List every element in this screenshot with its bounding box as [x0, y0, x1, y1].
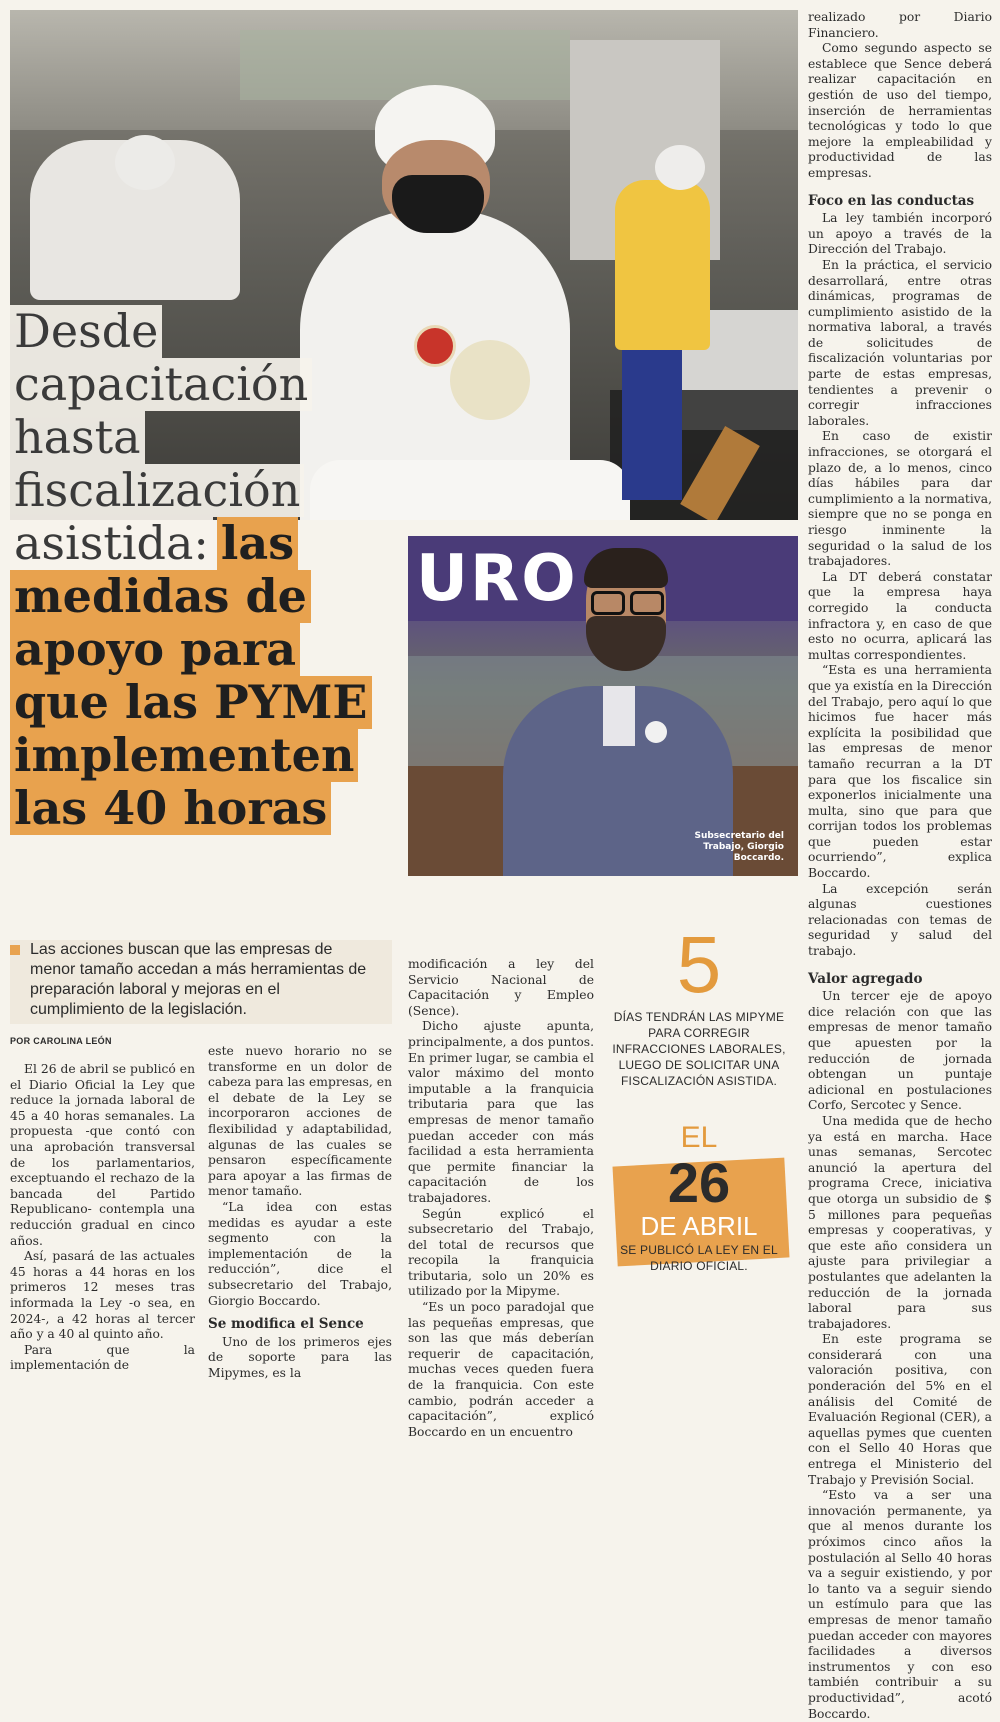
bullet-square-icon [10, 945, 20, 955]
paragraph: Un tercer eje de apoyo dice relación con que las empresas de menor tamaño que apuesten por la reducción de jornada obtengan un puntaje adicional en postulaciones Corfo, Sercotec y Sence. [808, 989, 992, 1113]
paragraph: este nuevo horario no se transforme en un dolor de cabeza para las empresas, en el debate de la Ley se incorporaron acciones de flexibilidad y adaptabilidad, algunas de las cuales se pensaron específicamente para apoyar a las firmas de menor tamaño. [208, 1044, 392, 1199]
paragraph: “Es un poco paradojal que las pequeñas empresas, que son las que más deberían requerir de capacitación, muchas veces queden fuera de la franquicia. Con este cambio, podrán acceder a capacitación”, explicó Boccardo en un encuentro [408, 1300, 594, 1439]
paragraph: En este programa se considerará con una valoración positiva, con ponderación del 5% en el análisis del Comité de Evaluación Regional (CER), a aquellas pymes que cuenten con el Sello 40 Horas que entrega el Ministerio del Trabajo y Previsión Social. [808, 1332, 992, 1487]
paragraph: Uno de los primeros ejes de soporte para las Mipymes, es la [208, 1334, 392, 1380]
paragraph: realizado por Diario Financiero. [808, 10, 992, 40]
stat-month: DE ABRIL [640, 1211, 758, 1241]
subheading: Valor agregado [808, 970, 923, 987]
portrait-photo [408, 536, 798, 876]
paragraph: Para que la implementación de [10, 1342, 195, 1373]
paragraph: La ley también incorporó un apoyo a través de la Dirección del Trabajo. [808, 211, 992, 257]
headline-line: capacitación [10, 358, 312, 411]
stat-number: 5 [676, 920, 722, 1009]
paragraph: “La idea con estas medidas es ayudar a este segmento con la implementación de la reducción”, dice el subsecretario del Trabajo, Giorgio Boccardo. [208, 1199, 392, 1308]
paragraph: Dicho ajuste apunta, principalmente, a dos puntos. En primer lugar, se cambia el valor máximo del monto imputable a la franquicia tributaria para que las empresas de menor tamaño puedan acceder con más facilidad a esta herramienta que permite financiar la capacitación de los trabajadores. [408, 1019, 594, 1205]
paragraph: Como segundo aspecto se establece que Sence deberá realizar capacitación en gestión de uso del tiempo, inserción de herramientas tecnológicas y todo lo que mejore la empleabilidad y productividad de las empresas. [808, 41, 992, 180]
backdrop-text: URO [416, 542, 578, 616]
stat-text: DÍAS TENDRÁN LAS MIPYME PARA CORREGIR INFRACCIONES LABORALES, LUEGO DE SOLICITAR UNA FISCALIZACIÓN ASISTIDA. [612, 1010, 786, 1088]
headline-highlight: implementen [10, 729, 358, 782]
paragraph: En caso de existir infracciones, se otorgará el plazo de, a lo menos, cinco días hábiles para dar cumplimiento a la normativa, siempre que no se ponga en riesgo inminente la seguridad o la salud de los trabajadores. [808, 429, 992, 569]
paragraph: Según explicó el subsecretario del Trabajo, del total de recursos que recopila la franquicia tributaria, solo un 20% es utilizado por la Mipyme. [408, 1206, 594, 1299]
headline-highlight: medidas de [10, 570, 311, 623]
lead-block [10, 940, 392, 1024]
paragraph: En la práctica, el servicio desarrollará, entre otras dinámicas, programas de cumplimiento asistido de la normativa laboral, a través de solicitudes de fiscalización voluntarias por parte de estas empresas, tendientes a prevenir o corregir infracciones laborales. [808, 257, 992, 428]
headline-highlight: apoyo para [10, 623, 300, 676]
headline-line: fiscalización [10, 464, 304, 517]
stat-text: SE PUBLICÓ LA LEY EN EL DIARIO OFICIAL. [620, 1243, 778, 1273]
paragraph: Una medida que de hecho ya está en marcha. Hace unas semanas, Sercotec anunció la apertura del programa Crece, iniciativa que otorga un subsidio de $ 5 millones para pequeñas empresas y cooperativas, y que este año considera un ajuste para privilegiar a postulantes que adelanten la reducción de la jornada laboral para sus trabajadores. [808, 1113, 992, 1331]
paragraph: “Esto va a ser una innovación permanente, ya que al menos durante los próximos cinco años la postulación al Sello 40 horas va a seguir existiendo, y por lo tanto va a seguir siendo un estímulo para que las empresas de menor tamaño puedan acceder con mayores facilidades a diversos instrumentos y con eso también contribuir a su productividad”, acotó Boccardo. [808, 1488, 992, 1721]
paragraph: modificación a ley del Servicio Nacional de Capacitación y Empleo (Sence). [408, 957, 594, 1018]
stat-prefix: EL [680, 1121, 718, 1154]
headline-highlight: que las PYME [10, 676, 372, 729]
stat-number: 26 [667, 1151, 731, 1214]
column-1 [10, 1062, 195, 1374]
headline-highlight: las 40 horas [10, 782, 331, 835]
lead-text: Las acciones buscan que las empresas de menor tamaño accedan a más herramientas de preparación laboral y mejoras en el cumplimiento de la legislación. [30, 941, 367, 1018]
paragraph: La DT deberá constatar que la empresa haya corregido la conducta infractora y, en caso de que esto no ocurra, aplicará las multas correspondientes. [808, 569, 992, 662]
column-3 [408, 957, 594, 1440]
byline: POR CAROLINA LEÓN [10, 1036, 112, 1046]
subheading: Foco en las conductas [808, 192, 975, 209]
paragraph: Así, pasará de las actuales 45 horas a 44 horas en los primeros 12 meses tras informada la Ley -o sea, en 2024-, a 42 horas al tercer año y a 40 al quinto año. [10, 1249, 195, 1342]
headline-line: hasta [10, 411, 145, 464]
photo-caption: Subsecretario del Trabajo, Giorgio Boccardo. [694, 831, 784, 863]
headline-highlight: las [217, 517, 298, 570]
column-2 [208, 1044, 392, 1381]
stat-box-26 [603, 1122, 795, 1274]
headline [10, 305, 400, 835]
subheading: Se modifica el Sence [208, 1316, 364, 1333]
paragraph: El 26 de abril se publicó en el Diario Oficial la Ley que reduce la jornada laboral de 45 a 40 horas semanales. La propuesta -que contó con una aprobación transversal de los parlamentarios, exceptuando el rechazo de la bancada del Partido Republicano- contempla una reducción gradual en cinco años. [10, 1062, 195, 1248]
paragraph: La excepción serán algunas cuestiones relacionadas con temas de seguridad y salud del trabajo. [808, 881, 992, 959]
headline-line: Desde [10, 305, 162, 358]
headline-line: asistida: [10, 517, 213, 570]
column-4 [808, 10, 992, 1722]
paragraph: “Esta es una herramienta que ya existía en la Dirección del Trabajo, pero aquí lo que hicimos fue hacer más explícita la posibilidad que las empresas de menor tamaño recurran a la DT para que los fiscalice sin exponerlos inicialmente una multa, sino que para que corrijan todos los problemas que pueden estar ocurriendo”, explica Boccardo. [808, 663, 992, 881]
stat-box-5 [603, 920, 795, 1089]
